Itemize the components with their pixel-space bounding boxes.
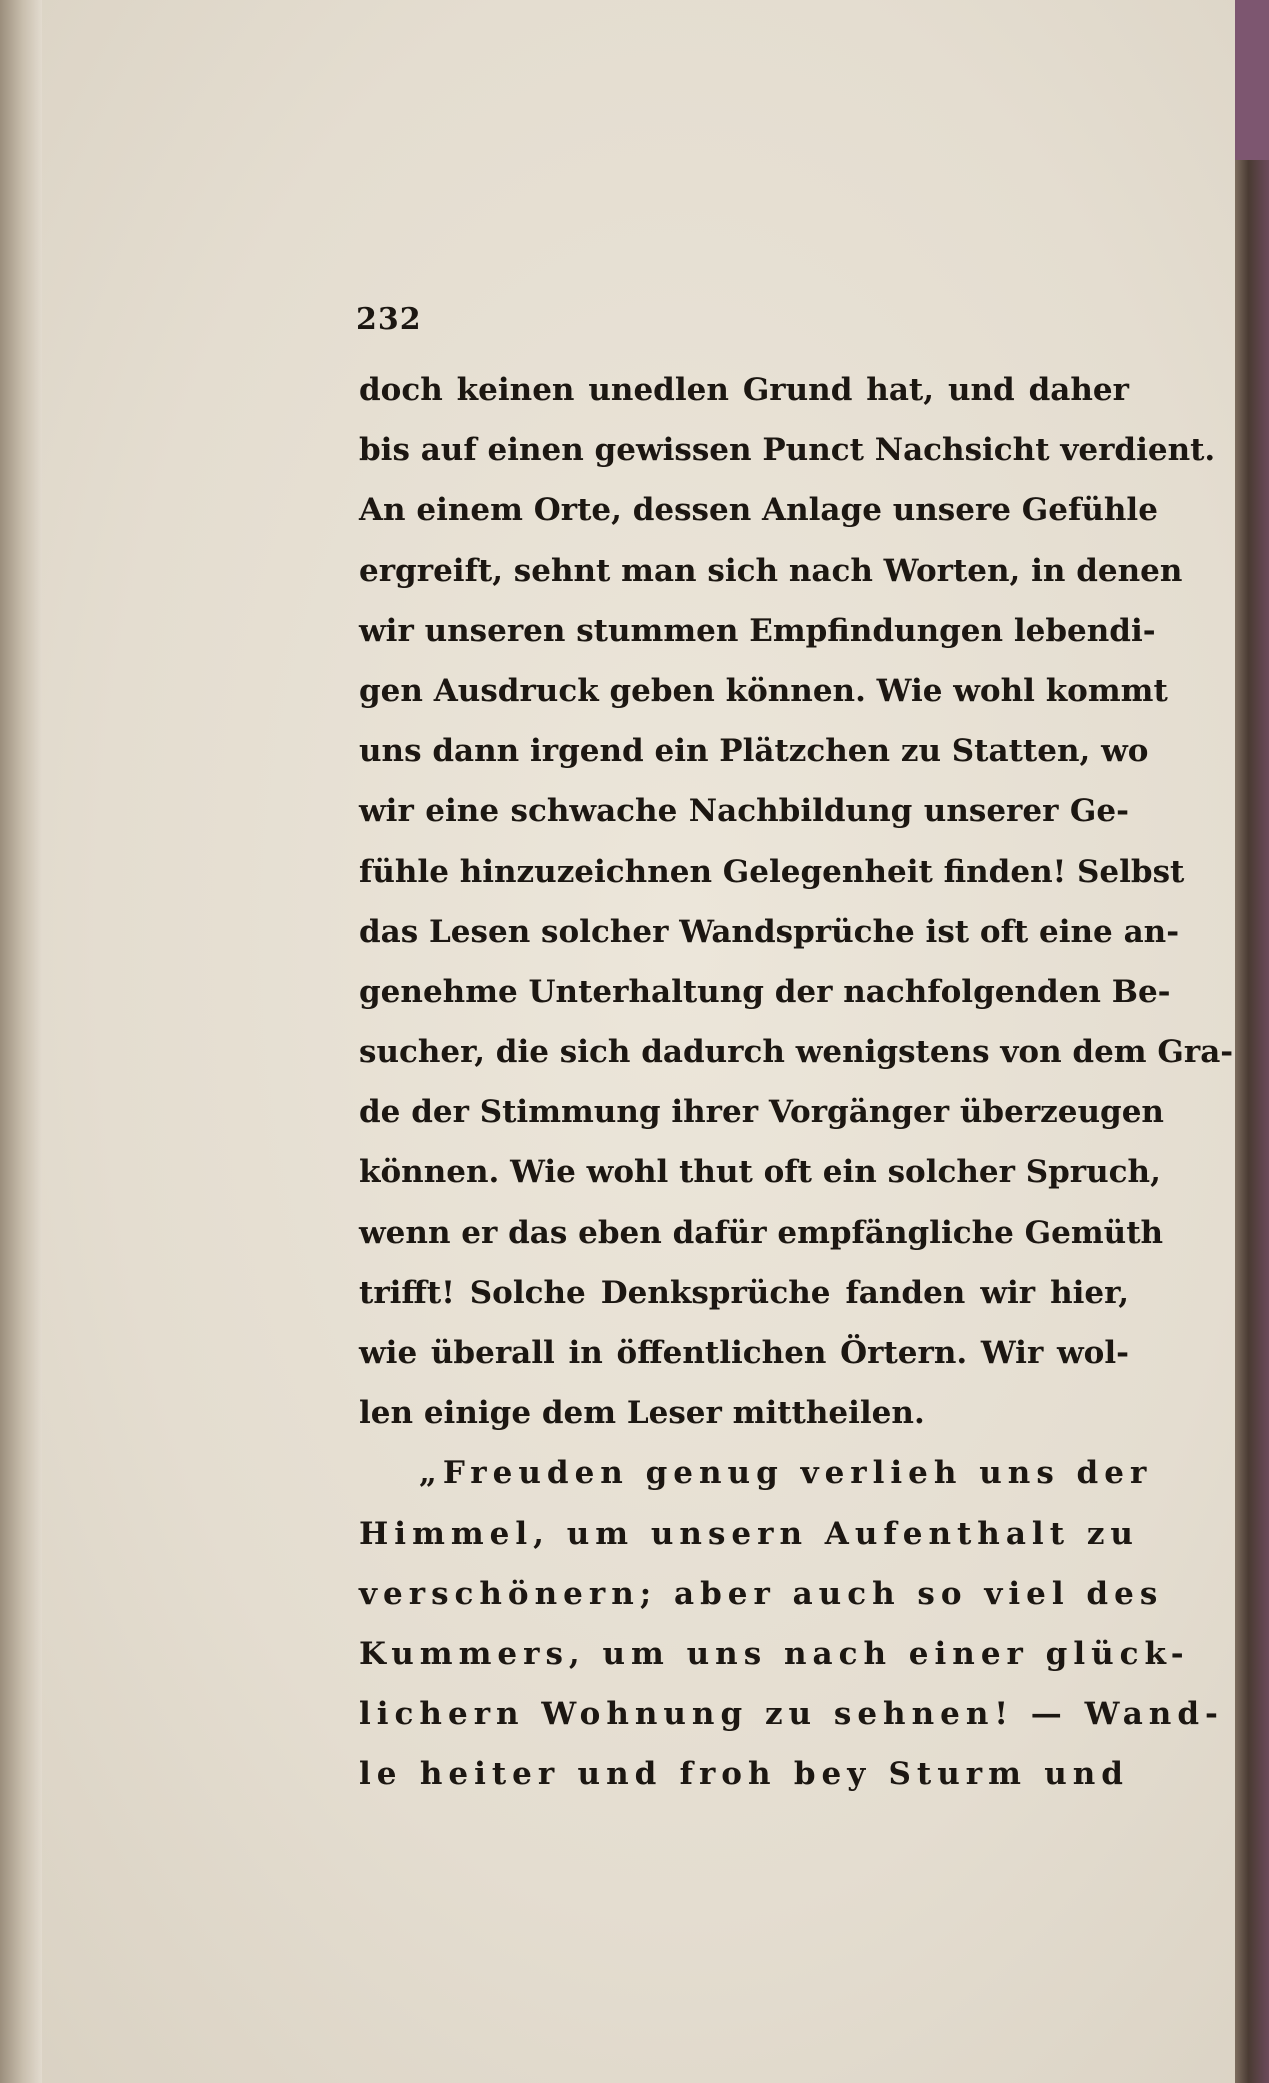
text-line: wie überall in öffentlichen Örtern. Wir wol- <box>359 1335 1129 1371</box>
page-gutter-shadow <box>0 0 42 2083</box>
text-line: wir eine schwache Nachbildung unserer Ge- <box>359 793 1129 830</box>
page-number: 232 <box>356 302 422 337</box>
text-line: gen Ausdruck geben können. Wie wohl kommt <box>359 672 1168 709</box>
book-cover-corner <box>1235 0 1269 160</box>
text-line: bis auf einen gewissen Punct Nachsicht verdient. <box>359 432 1216 469</box>
text-line: genehme Unterhaltung der nachfolgenden Be- <box>359 973 1171 1010</box>
book-edge <box>1235 0 1269 2083</box>
quote-line: lichern Wohnung zu sehnen! — Wand- <box>359 1696 1224 1733</box>
text-line: An einem Orte, dessen Anlage unsere Gefühle <box>359 492 1158 529</box>
text-line: ergreift, sehnt man sich nach Worten, in denen <box>359 552 1183 589</box>
quote-line: verschönern; aber auch so viel des <box>359 1575 1164 1612</box>
text-line: len einige dem Leser mittheilen. <box>359 1395 925 1432</box>
text-line: trifft! Solche Denksprüche fanden wir hier, <box>359 1274 1129 1311</box>
quote-line: Kummers, um uns nach einer glück- <box>359 1635 1190 1672</box>
quote-line: le heiter und froh bey Sturm und <box>359 1756 1129 1793</box>
text-line: fühle hinzuzeichnen Gelegenheit finden! Selbst <box>359 853 1185 890</box>
text-line: sucher, die sich dadurch wenigstens von dem Gra- <box>359 1034 1234 1071</box>
text-line: können. Wie wohl thut oft ein solcher Spruch, <box>359 1154 1161 1191</box>
text-line: de der Stimmung ihrer Vorgänger überzeugen <box>359 1094 1164 1131</box>
quote-line: Himmel, um unsern Aufenthalt zu <box>359 1515 1139 1552</box>
text-line: das Lesen solcher Wandsprüche ist oft eine an- <box>359 913 1180 950</box>
quote-line: „Freuden genug verlieh uns der <box>419 1455 1153 1492</box>
text-line: wir unseren stummen Empfindungen lebendi- <box>359 612 1156 649</box>
body-text <box>359 360 1234 1805</box>
text-line: doch keinen unedlen Grund hat, und daher <box>359 372 1129 408</box>
text-line: wenn er das eben dafür empfängliche Gemüth <box>359 1214 1164 1251</box>
text-line: uns dann irgend ein Plätzchen zu Statten, wo <box>359 733 1149 770</box>
